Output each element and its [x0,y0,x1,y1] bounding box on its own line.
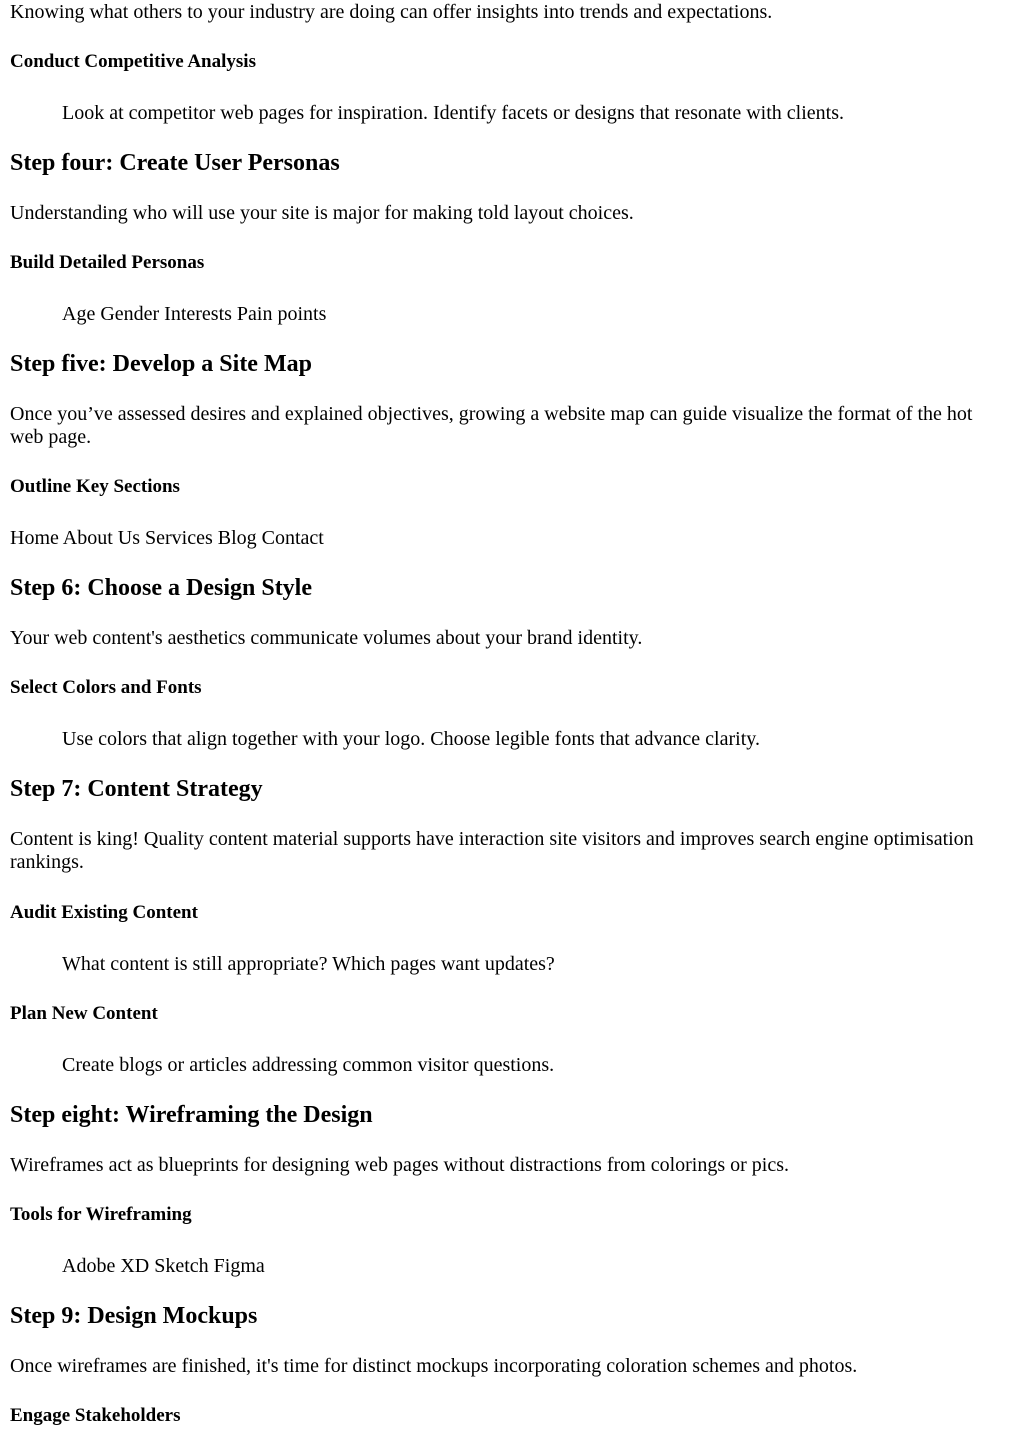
step-five-heading: Step five: Develop a Site Map [10,351,312,377]
plan-content-quote: Create blogs or articles addressing common visitor questions. [62,1054,555,1076]
engage-stakeholders-heading: Engage Stakeholders [10,1405,181,1426]
step-eight-paragraph: Wireframes act as blueprints for designing web pages without distractions from colorings or pics. [10,1154,790,1176]
step-four-paragraph: Understanding who will use your site is major for making told layout choices. [10,202,634,224]
step-nine-paragraph: Once wireframes are finished, it's time for distinct mockups incorporating coloration schemes and photos. [10,1355,858,1377]
personas-heading: Build Detailed Personas [10,252,205,273]
key-sections-paragraph: Home About Us Services Blog Contact [10,527,324,549]
audit-content-quote: What content is still appropriate? Which pages want updates? [62,953,555,975]
step-six-paragraph: Your web content's aesthetics communicate volumes about your brand identity. [10,627,643,649]
step-five-paragraph: Once you’ve assessed desires and explained objectives, growing a website map can guide visualize the format of the hot web page. [10,403,973,448]
competitive-analysis-heading: Conduct Competitive Analysis [10,51,256,72]
competitive-analysis-quote: Look at competitor web pages for inspiration. Identify facets or designs that resonate with clients. [62,102,845,124]
step-nine-heading: Step 9: Design Mockups [10,1303,258,1329]
step-six-heading: Step 6: Choose a Design Style [10,575,313,601]
wireframing-tools-quote: Adobe XD Sketch Figma [62,1255,265,1277]
colors-fonts-heading: Select Colors and Fonts [10,677,202,698]
step-eight-heading: Step eight: Wireframing the Design [10,1102,373,1128]
key-sections-heading: Outline Key Sections [10,476,180,497]
plan-content-heading: Plan New Content [10,1003,158,1024]
step-seven-heading: Step 7: Content Strategy [10,776,263,802]
audit-content-heading: Audit Existing Content [10,902,198,923]
personas-quote: Age Gender Interests Pain points [62,303,327,325]
colors-fonts-quote: Use colors that align together with your logo. Choose legible fonts that advance clarity. [62,728,760,750]
step-four-heading: Step four: Create User Personas [10,150,340,176]
wireframing-tools-heading: Tools for Wireframing [10,1204,192,1225]
intro-paragraph: Knowing what others to your industry are doing can offer insights into trends and expectations. [10,1,773,23]
step-seven-paragraph: Content is king! Quality content material supports have interaction site visitors and improves search engine optimisation rankings. [10,828,974,873]
